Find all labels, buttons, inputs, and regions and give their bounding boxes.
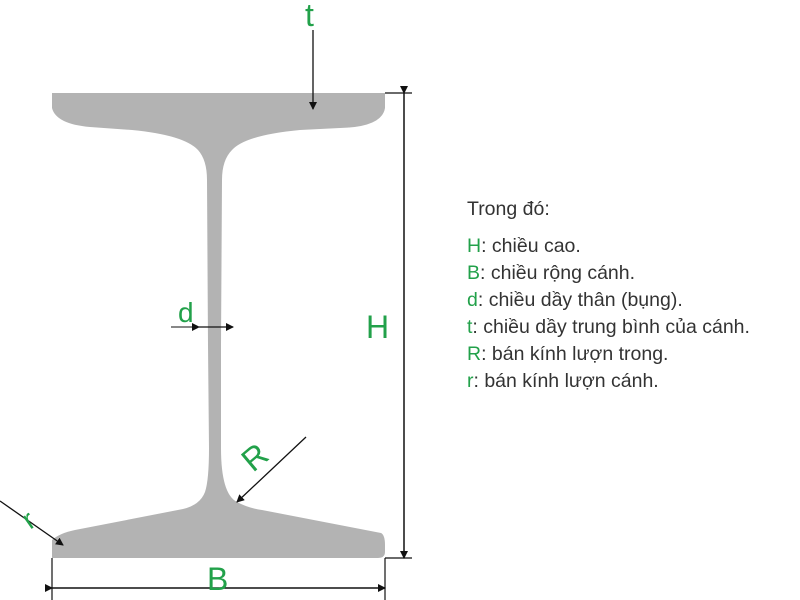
legend-item-t xyxy=(467,314,800,341)
label-r-flange: r xyxy=(15,504,42,535)
label-r-inner: R xyxy=(234,435,276,479)
legend-symbol: d xyxy=(467,289,478,311)
label-h: H xyxy=(366,309,390,345)
legend-symbol: r xyxy=(467,370,474,392)
legend-item-h xyxy=(467,233,800,260)
legend-item-b xyxy=(467,260,800,287)
legend-item-r-flange xyxy=(467,368,800,395)
legend-text: : chiều cao. xyxy=(481,235,581,257)
legend-text: : chiều dầy thân (bụng). xyxy=(477,289,683,311)
label-d: d xyxy=(178,297,194,328)
label-b: B xyxy=(207,561,229,597)
legend-text: : bán kính lượn trong. xyxy=(481,343,669,365)
legend-item-d xyxy=(467,287,800,314)
legend-item-r-inner xyxy=(467,341,800,368)
legend xyxy=(467,196,800,395)
label-t: t xyxy=(305,0,314,33)
legend-text: : chiều dầy trung bình của cánh. xyxy=(472,316,750,338)
legend-text: : chiều rộng cánh. xyxy=(480,262,636,284)
legend-title: Trong đó: xyxy=(467,198,550,220)
i-beam-profile xyxy=(52,93,385,558)
legend-symbol: H xyxy=(467,235,482,257)
legend-symbol: R xyxy=(467,343,482,365)
legend-symbol: t xyxy=(467,316,473,338)
legend-text: : bán kính lượn cánh. xyxy=(473,370,659,392)
legend-symbol: B xyxy=(467,262,481,284)
